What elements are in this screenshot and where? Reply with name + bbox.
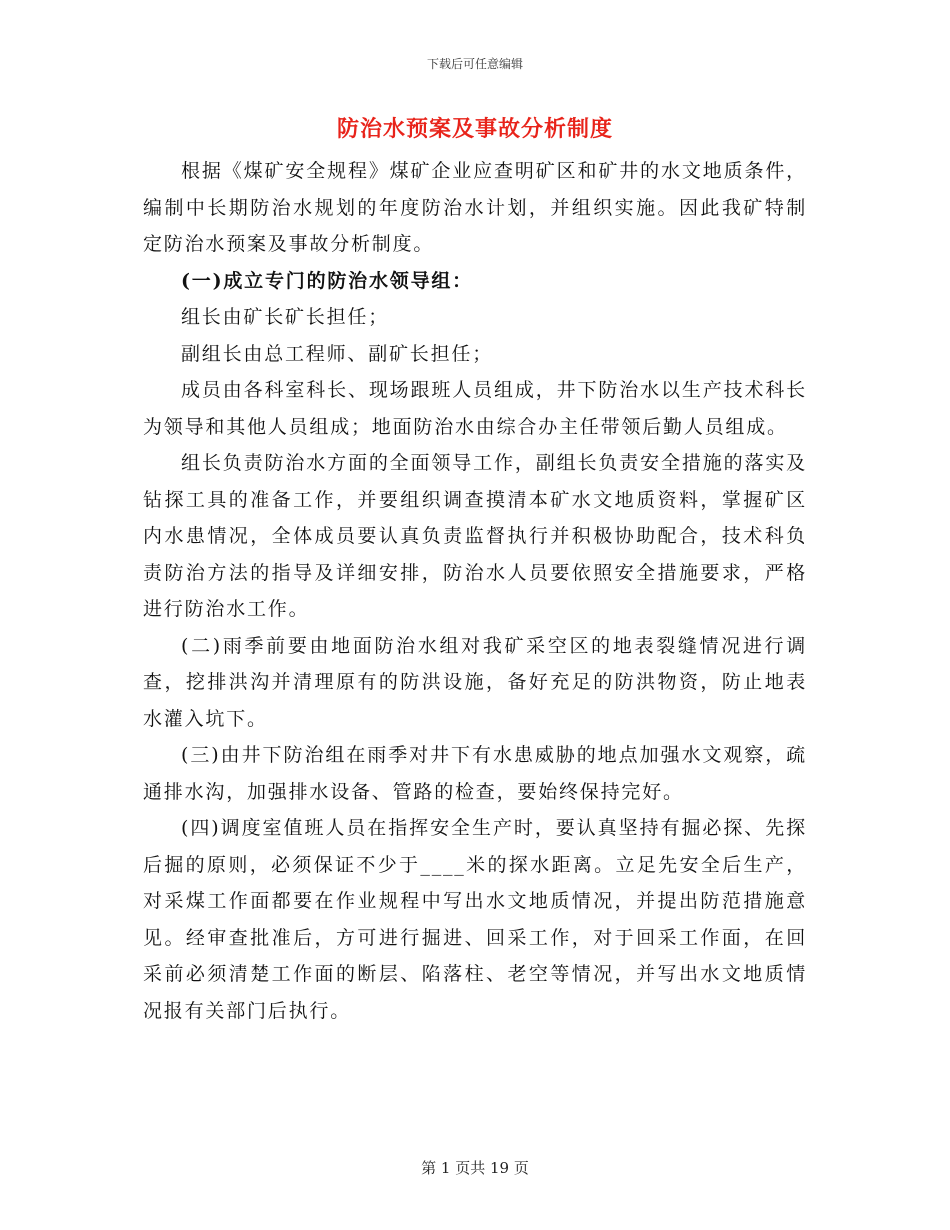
section-heading-leadership-group: (一)成立专门的防治水领导组：: [181, 269, 473, 292]
paragraph-members: 成员由各科室科长、现场跟班人员组成，井下防治水以生产技术科长为领导和其他人员组成；地面防治水由综合办主任带领后勤人员组成。: [143, 379, 807, 438]
header-note: 下载后可任意编辑: [426, 57, 523, 71]
paragraph-responsibilities: 组长负责防治水方面的全面领导工作，副组长负责安全措施的落实及钻探工具的准备工作，并要组织调查摸清本矿水文地质资料，掌握矿区内水患情况，全体成员要认真负责监督执行并积极协助配合，技术科负责防治方法的指导及详细安排，防治水人员要依照安全措施要求，严格进行防治水工作。: [143, 452, 807, 620]
page-number: 第 1 页共 19 页: [421, 1159, 529, 1177]
paragraph-group-leader: 组长由矿长矿长担任；: [181, 306, 390, 328]
document-title: 防治水预案及事故分析制度: [336, 116, 613, 142]
paragraph-section-three: (三)由井下防治组在雨季对井下有水患威胁的地点加强水文观察，疏通排水沟，加强排水设备、管路的检查，要始终保持完好。: [143, 744, 807, 803]
document-body: [143, 153, 807, 1029]
paragraph-intro: 根据《煤矿安全规程》煤矿企业应查明矿区和矿井的水文地质条件，编制中长期防治水规划的年度防治水计划，并组织实施。因此我矿特制定防治水预案及事故分析制度。: [143, 160, 807, 255]
paragraph-deputy-leader: 副组长由总工程师、副矿长担任；: [181, 342, 494, 365]
paragraph-section-four: (四)调度室值班人员在指挥安全生产时，要认真坚持有掘必探、先探后掘的原则，必须保证不少于____米的探水距离。立足先安全后生产，对采煤工作面都要在作业规程中写出水文地质情况，并提出防范措施意见。经审查批准后，方可进行掘进、回采工作，对于回采工作面，在回采前必须清楚工作面的断层、陷落柱、老空等情况，并写出水文地质情况报有关部门后执行。: [143, 817, 807, 1022]
paragraph-section-two: (二)雨季前要由地面防治水组对我矿采空区的地表裂缝情况进行调查，挖排洪沟并清理原有的防洪设施，备好充足的防洪物资，防止地表水灌入坑下。: [143, 634, 807, 730]
